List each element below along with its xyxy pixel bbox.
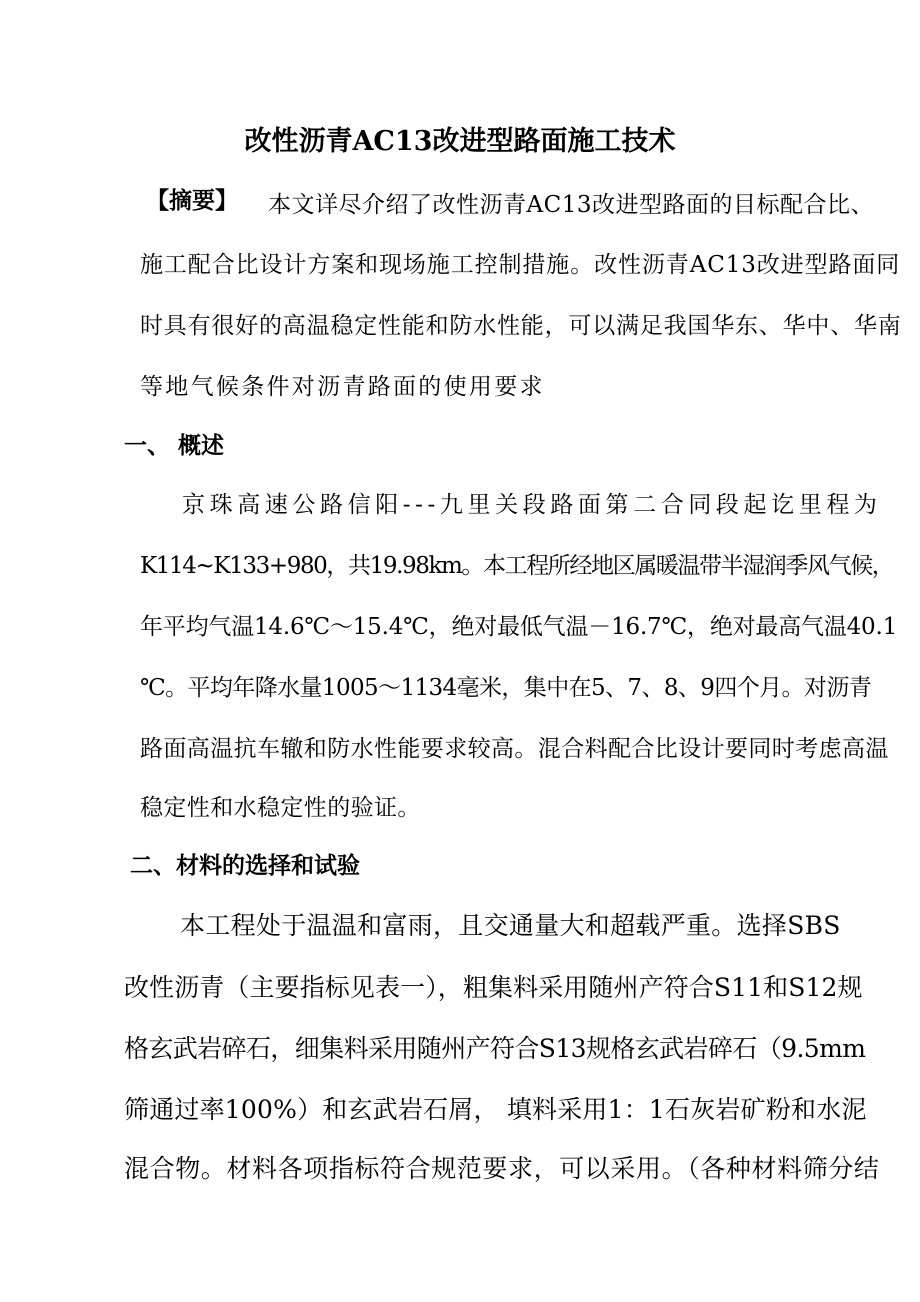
section-heading-materials: 二、材料的选择和试验 <box>130 852 360 879</box>
overview-line-2: K114~K133+980，共19.98km。本工程所经地区属暖温带半湿润季风气候， <box>140 553 894 579</box>
section-heading-overview: 一、 概述 <box>124 432 225 459</box>
abstract-line-1: 本文详尽介绍了改性沥青AC13改进型路面的目标配合比、 <box>268 192 874 218</box>
document-title: 改性沥青AC13改进型路面施工技术 <box>244 126 676 157</box>
overview-line-1: 京珠高速公路信阳---九里关段路面第二合同段起讫里程为 <box>182 492 882 518</box>
abstract-line-3: 时具有很好的高温稳定性能和防水性能，可以满足我国华东、华中、华南 <box>140 313 902 339</box>
materials-line-5: 混合物。材料各项指标符合规范要求，可以采用。（各种材料筛分结 <box>124 1154 880 1183</box>
materials-line-4: 筛通过率100%）和玄武岩石屑， 填料采用1：1石灰岩矿粉和水泥 <box>124 1095 867 1124</box>
abstract-line-4: 等地气候条件对沥青路面的使用要求 <box>140 374 545 400</box>
abstract-line-2: 施工配合比设计方案和现场施工控制措施。改性沥青AC13改进型路面同 <box>140 252 901 278</box>
overview-line-3: 年平均气温14.6℃～15.4℃，绝对最低气温－16.7℃，绝对最高气温40.1 <box>140 614 898 640</box>
overview-line-6: 稳定性和水稳定性的验证。 <box>140 795 421 821</box>
overview-line-5: 路面高温抗车辙和防水性能要求较高。混合料配合比设计要同时考虑高温 <box>140 736 889 762</box>
overview-line-4: ℃。平均年降水量1005～1134毫米，集中在5、7、8、9四个月。对沥青 <box>140 675 872 701</box>
abstract-label: 【摘要】 <box>146 187 238 214</box>
materials-line-3: 格玄武岩碎石，细集料采用随州产符合S13规格玄武岩碎石（9.5mm <box>124 1034 866 1063</box>
materials-line-1: 本工程处于温温和富雨，且交通量大和超载严重。选择SBS <box>180 911 841 940</box>
materials-line-2: 改性沥青（主要指标见表一），粗集料采用随州产符合S11和S12规 <box>124 973 863 1002</box>
